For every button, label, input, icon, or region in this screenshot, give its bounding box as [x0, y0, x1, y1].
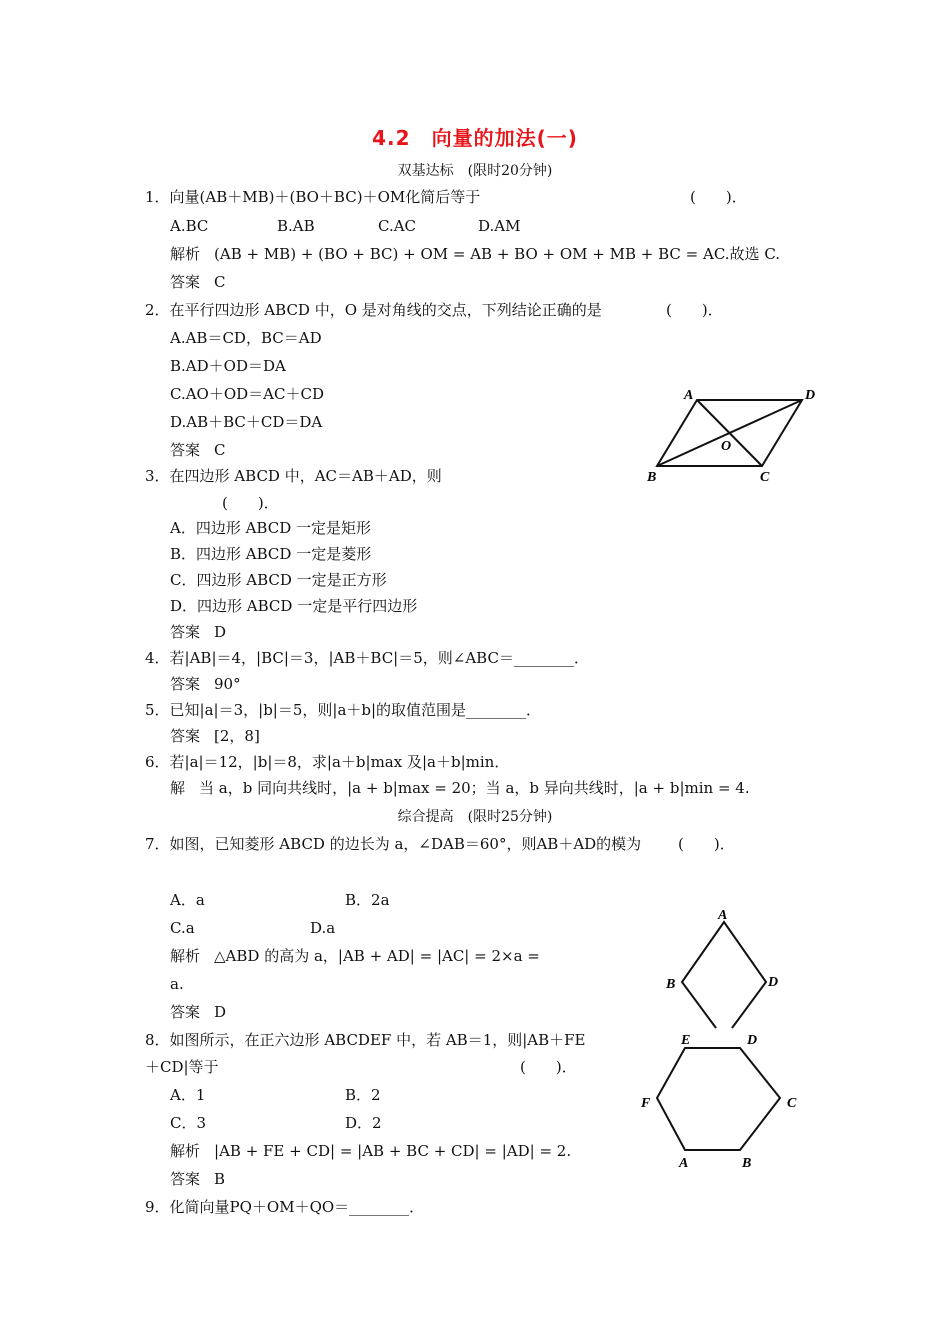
diagonal-bd: [657, 400, 802, 466]
option-8d: D．2: [345, 1114, 382, 1132]
option-2c: C.AO＋OD＝AC＋CD: [170, 385, 324, 403]
question-5: 5．已知|a|＝3，|b|＝5，则|a＋b|的取值范围是________．: [145, 701, 542, 719]
label-d: D: [747, 1033, 758, 1048]
section-heading-comprehensive: 综合提高 (限时25分钟): [397, 809, 553, 825]
option-7a: A．a: [170, 891, 205, 909]
analysis-7: 解析 △ABD 的高为 a，|AB + AD| = |AC| = 2×a =: [170, 947, 540, 965]
option-8a: A．1: [170, 1086, 206, 1104]
question-4: 4．若|AB|＝4，|BC|＝3，|AB＋BC|＝5，则∠ABC＝________．: [145, 649, 589, 667]
hexagon-shape: [657, 1048, 780, 1150]
question-2: 2．在平行四边形 ABCD 中，O 是对角线的交点，下列结论正确的是: [145, 301, 602, 319]
option-8b: B．2: [345, 1086, 381, 1104]
rhombus-figure: [660, 900, 790, 1040]
answer-1: 答案 C: [170, 273, 226, 291]
analysis-8: 解析 |AB + FE + CD| = |AB + BC + CD| = |AD| = 2.: [170, 1142, 572, 1160]
option-1d: D.AM: [478, 217, 521, 235]
question-1: 1．向量(AB＋MB)＋(BO＋BC)＋OM化简后等于: [145, 188, 481, 206]
option-3d: D．四边形 ABCD 一定是平行四边形: [170, 597, 418, 615]
label-e: E: [681, 1033, 691, 1048]
label-a: A: [684, 388, 694, 403]
answer-8: 答案 B: [170, 1170, 226, 1188]
answer-bracket-1: ( )．: [690, 188, 747, 206]
label-b: B: [647, 470, 657, 485]
option-7d: D.a: [310, 919, 336, 937]
analysis-1: 解析 (AB + MB) + (BO + BC) + OM = AB + BO + OM + MB + BC = AC.故选 C.: [170, 245, 781, 263]
option-2b: B.AD＋OD＝DA: [170, 357, 286, 375]
parallelogram-figure: [640, 380, 830, 490]
question-7: 7．如图，已知菱形 ABCD 的边长为 a，∠DAB＝60°，则AB＋AD的模为: [145, 835, 642, 853]
label-b: B: [742, 1156, 752, 1171]
option-3a: A．四边形 ABCD 一定是矩形: [170, 519, 372, 537]
label-o: O: [721, 439, 732, 454]
option-8c: C．3: [170, 1114, 207, 1132]
question-9: 9．化简向量PQ＋OM＋QO＝________．: [145, 1198, 425, 1216]
answer-2: 答案 C: [170, 441, 226, 459]
answer-bracket-2: ( )．: [666, 301, 723, 319]
question-8-cont: ＋CD|等于: [145, 1058, 219, 1076]
option-7c: C.a: [170, 919, 195, 937]
answer-bracket-7: ( )．: [678, 835, 735, 853]
option-1c: C.AC: [378, 217, 417, 235]
label-c: C: [760, 470, 770, 485]
option-2d: D.AB＋BC＋CD＝DA: [170, 413, 323, 431]
analysis-7-cont: a.: [170, 975, 184, 993]
label-f: F: [641, 1096, 651, 1111]
hexagon-figure: [635, 1028, 810, 1178]
option-3b: B．四边形 ABCD 一定是菱形: [170, 545, 372, 563]
option-7b: B．2a: [345, 891, 390, 909]
answer-7: 答案 D: [170, 1003, 227, 1021]
answer-5: 答案 [2，8]: [170, 727, 260, 745]
answer-bracket-3: ( )．: [222, 494, 279, 512]
label-c: C: [787, 1096, 797, 1111]
option-2a: A.AB＝CD，BC＝AD: [170, 329, 322, 347]
label-d: D: [805, 388, 816, 403]
label-d: D: [768, 975, 779, 990]
answer-3: 答案 D: [170, 623, 227, 641]
label-a: A: [679, 1156, 689, 1171]
question-6: 6．若|a|＝12，|b|＝8，求|a＋b|max 及|a＋b|min．: [145, 753, 510, 771]
option-3c: C．四边形 ABCD 一定是正方形: [170, 571, 387, 589]
question-8: 8．如图所示，在正六边形 ABCDEF 中，若 AB＝1，则|AB＋FE: [145, 1031, 586, 1049]
solution-6: 解 当 a，b 同向共线时，|a + b|max = 20；当 a，b 异向共线时，|a + b|min = 4.: [170, 779, 750, 797]
question-3: 3．在四边形 ABCD 中，AC＝AB＋AD，则: [145, 467, 442, 485]
answer-4: 答案 90°: [170, 675, 241, 693]
rhombus-shape: [682, 922, 766, 1028]
option-1a: A.BC: [170, 217, 209, 235]
label-b: B: [666, 977, 676, 992]
section-heading-basic: 双基达标 (限时20分钟): [397, 163, 553, 179]
option-1b: B.AB: [277, 217, 315, 235]
page-title: 4.2 向量的加法(一): [372, 126, 578, 150]
label-a: A: [718, 908, 728, 923]
answer-bracket-8: ( )．: [520, 1058, 577, 1076]
